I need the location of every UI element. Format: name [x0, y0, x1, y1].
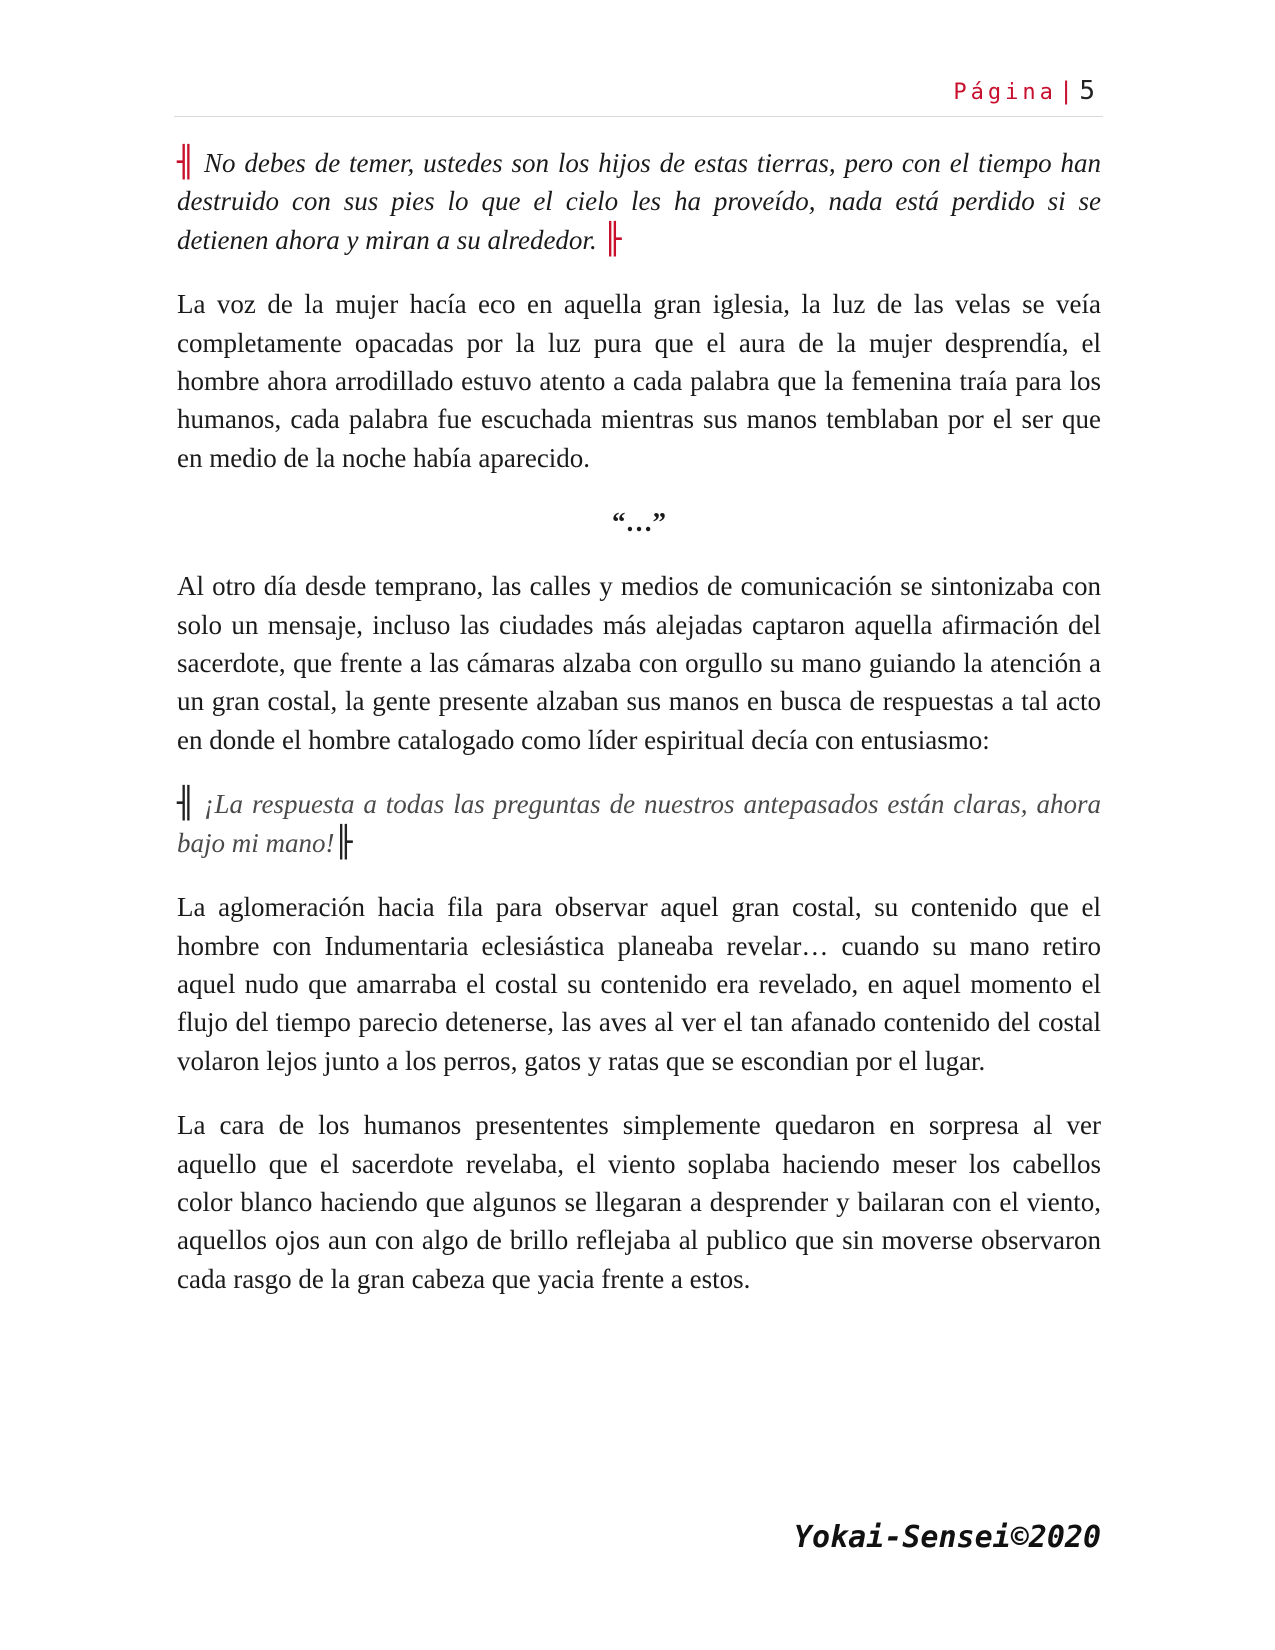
dialogue-paragraph-2 [177, 785, 1101, 862]
page-separator: | [1058, 77, 1078, 105]
page-number-label [953, 76, 1099, 106]
page-word: Página [953, 80, 1057, 105]
narrative-paragraph-1: La voz de la mujer hacía eco en aquella gran iglesia, la luz de las velas se veía completamente opacadas por la luz pura que el aura de la mujer desprendía, el hombre ahora arrodillado estuvo atento a cada palabra que la femenina traía para los humanos, cada palabra fue escuchada mientras sus manos temblaban por el ser que en medio de la noche había aparecido. [177, 289, 1101, 473]
dialogue-close-mark: ╟ [334, 824, 353, 860]
dialogue-text-2: ¡La respuesta a todas las preguntas de nuestros antepasados están claras, ahora bajo mi mano! [177, 789, 1101, 858]
narrative-paragraph-2: Al otro día desde temprano, las calles y medios de comunicación se sintonizaba con solo un mensaje, incluso las ciudades más alejadas captaron aquella afirmación del sacerdote, que frente a las cámaras alzaba con orgullo su mano guiando la atención a un gran costal, la gente presente alzaban sus manos en busca de respuestas a tal acto en donde el hombre catalogado como líder espiritual decía con entusiasmo: [177, 571, 1101, 755]
author-signature: Yokai-Sensei©2020 [793, 1520, 1101, 1555]
dialogue-close-mark: ╟ [603, 221, 622, 257]
narrative-paragraph-3: La aglomeración hacia fila para observar aquel gran costal, su contenido que el hombre con Indumentaria eclesiástica planeaba revelar… cuando su mano retiro aquel nudo que amarraba el costal su contenido era revelado, en aquel momento el flujo del tiempo parecio detenerse, las aves al ver el tan afanado contenido del costal volaron lejos junto a los perros, gatos y ratas que se escondian por el lugar. [177, 892, 1101, 1076]
page-body [177, 144, 1101, 1324]
narrative-paragraph-4: La cara de los humanos presententes simplemente quedaron en sorpresa al ver aquello que el sacerdote revelaba, el viento soplaba haciendo meser los cabellos color blanco haciendo que algunos se llegaran a desprender y bailaran con el viento, aquellos ojos aun con algo de brillo reflejaba al publico que sin moverse observaron cada rasgo de la gran cabeza que yacia frente a estos. [177, 1110, 1101, 1294]
page-number: 5 [1079, 76, 1099, 106]
scene-separator: “…” [612, 507, 666, 538]
dialogue-open-mark: ╢ [177, 786, 196, 822]
page-header [174, 76, 1103, 117]
dialogue-open-mark: ╢ [177, 145, 196, 180]
dialogue-text-1: No debes de temer, ustedes son los hijos de estas tierras, pero con el tiempo han destruido con sus pies lo que el cielo les ha proveído, nada está perdido si se detienen ahora y miran a su alrededor. [177, 148, 1102, 255]
dialogue-paragraph-1 [177, 144, 1101, 259]
